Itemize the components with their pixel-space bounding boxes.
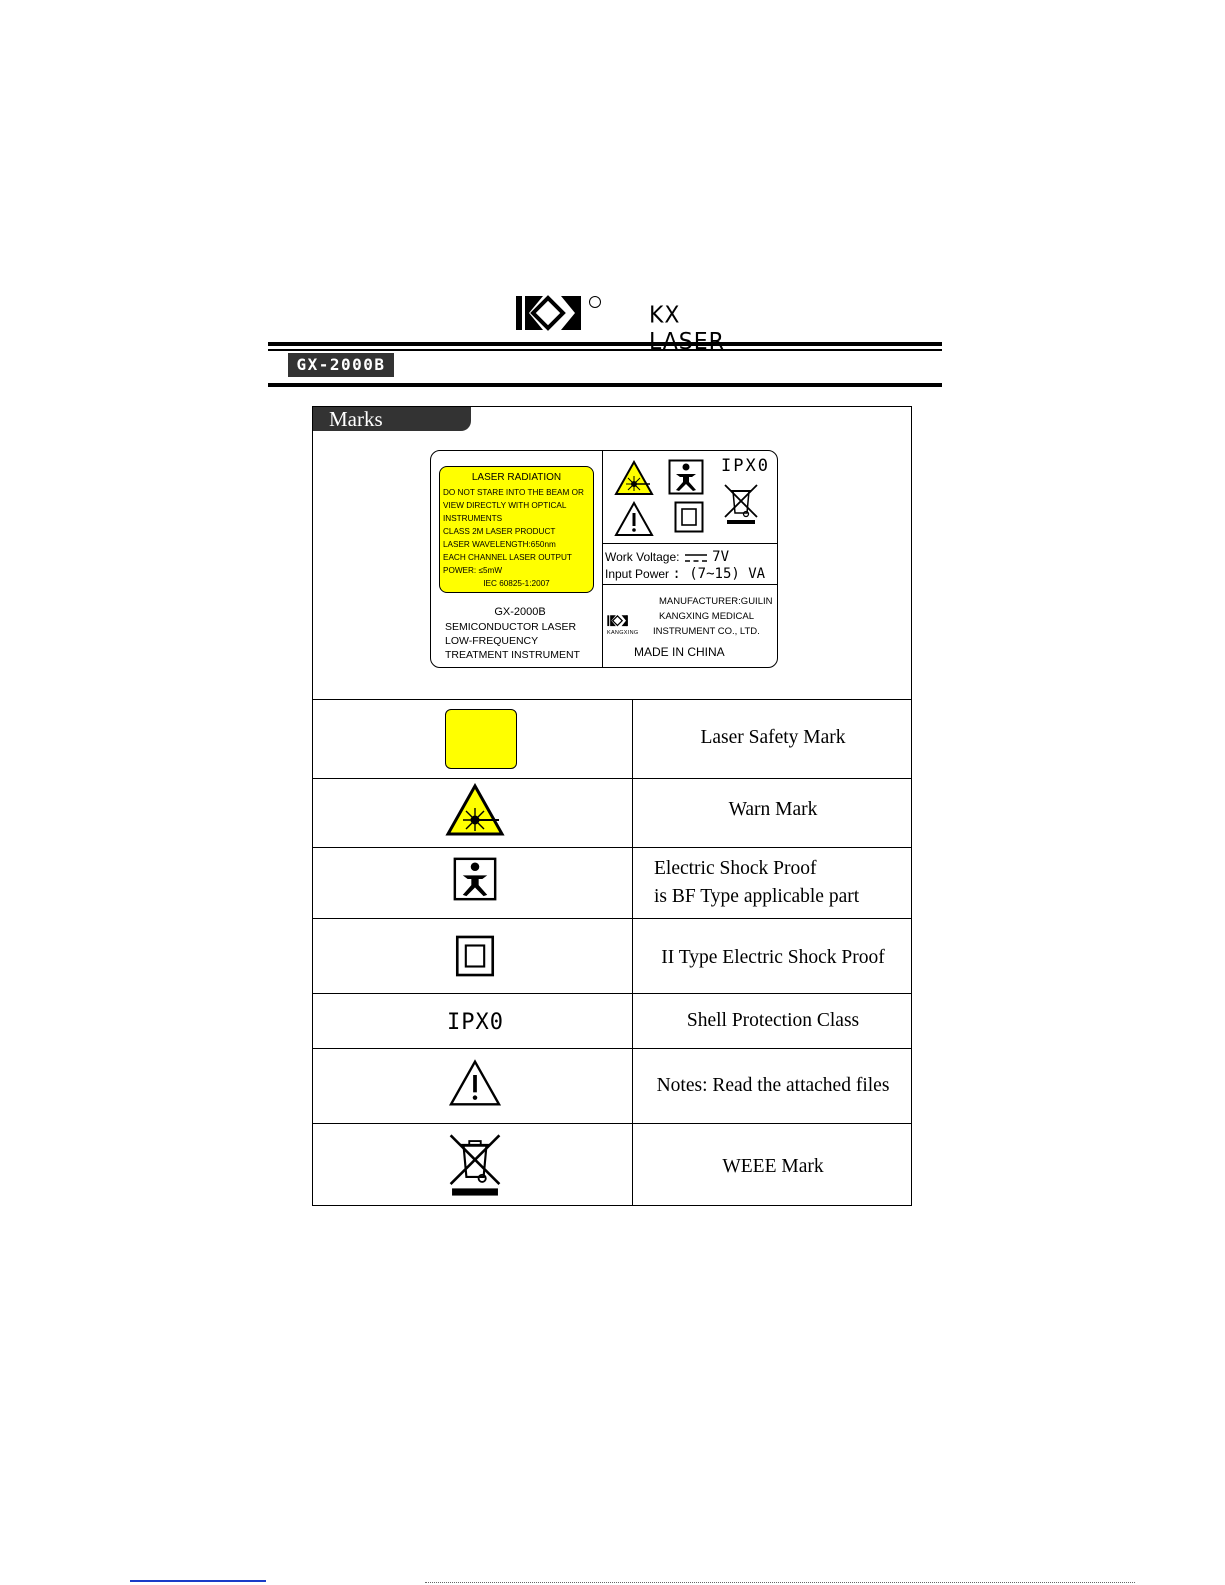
weee-icon [446, 1131, 504, 1197]
mark-description [654, 855, 932, 911]
product-line: TREATMENT INSTRUMENT [445, 649, 580, 661]
table-divider [312, 1048, 912, 1049]
kx-logo-icon [515, 294, 635, 334]
table-column-divider [632, 699, 633, 1206]
footer-dotted-line [425, 1582, 1135, 1584]
yellow-label-icon [445, 709, 517, 769]
mark-description: WEEE Mark [722, 1156, 824, 1177]
class-ii-icon [453, 935, 497, 977]
laser-warning-label [439, 466, 594, 593]
laser-warning-icon [445, 783, 505, 837]
mark-description: Warn Mark [728, 799, 818, 820]
label-divider [602, 451, 603, 667]
mark-description: Laser Safety Mark [700, 727, 846, 748]
mark-description-line: is BF Type applicable part [654, 886, 860, 907]
table-divider [312, 993, 912, 994]
ipx-rating: IPX0 [447, 1010, 504, 1035]
caution-icon [448, 1059, 502, 1107]
ipx-rating: IPX0 [721, 456, 770, 476]
warning-line: DO NOT STARE INTO THE BEAM OR [443, 488, 584, 497]
table-divider [312, 918, 912, 919]
table-divider [312, 1123, 912, 1124]
warning-line: CLASS 2M LASER PRODUCT [443, 527, 556, 536]
class-ii-icon [674, 501, 704, 533]
bf-type-icon [453, 857, 497, 901]
weee-icon [721, 481, 761, 525]
section-title: Marks [313, 407, 471, 431]
header-rule-thin [268, 349, 942, 351]
caution-icon [614, 501, 654, 537]
work-voltage-value: 7V [712, 549, 730, 565]
mark-description: II Type Electric Shock Proof [661, 947, 885, 968]
brand-name: KX [649, 302, 681, 329]
warning-title: LASER RADIATION [471, 472, 562, 483]
manufacturer-line: KANGXING MEDICAL [659, 611, 755, 622]
laser-warning-icon [614, 460, 654, 496]
warning-line: EACH CHANNEL LASER OUTPUT [443, 553, 572, 562]
product-line: LOW-FREQUENCY [445, 635, 539, 647]
manufacturer [649, 594, 772, 639]
mark-description: Shell Protection Class [686, 1010, 860, 1031]
warning-line: VIEW DIRECTLY WITH OPTICAL [443, 501, 567, 510]
table-row [445, 709, 517, 769]
model-tab: GX-2000B [288, 353, 394, 377]
manufacturer-line: INSTRUMENT CO., LTD. [653, 626, 760, 637]
mark-description-line: Electric Shock Proof [654, 858, 817, 879]
kx-logo-icon [607, 611, 645, 631]
label-divider [602, 584, 777, 585]
logo-caption: KANGXING [607, 630, 639, 636]
label-divider [602, 543, 777, 544]
model-block [445, 605, 595, 662]
manufacturer-line: MANUFACTURER:GUILIN [659, 596, 773, 607]
warning-line: INSTRUMENTS [443, 514, 503, 523]
product-line: SEMICONDUCTOR LASER [445, 621, 577, 633]
table-divider [312, 847, 912, 848]
warning-line: LASER WAVELENGTH:650nm [443, 540, 556, 549]
power-spec [605, 549, 765, 583]
footer-line [130, 1580, 266, 1582]
mark-description: Notes: Read the attached files [656, 1075, 890, 1096]
made-in: MADE IN CHINA [634, 645, 725, 659]
brand-logo [515, 292, 725, 334]
standard-text: IEC 60825-1:2007 [483, 579, 550, 588]
dc-symbol-icon [685, 553, 707, 563]
bf-type-icon [668, 459, 704, 495]
kangxing-logo [607, 611, 645, 636]
warning-line: POWER: ≤5mW [443, 566, 503, 575]
input-power-value: : (7~15) VA [672, 566, 766, 582]
header-rule [268, 342, 942, 346]
table-divider [312, 699, 912, 700]
header-rule-bottom [268, 383, 942, 387]
label-model: GX-2000B [494, 606, 546, 618]
product-label [430, 450, 778, 668]
table-divider [312, 778, 912, 779]
work-voltage-label: Work Voltage: [605, 550, 680, 564]
input-power-label: Input Power [605, 567, 670, 581]
